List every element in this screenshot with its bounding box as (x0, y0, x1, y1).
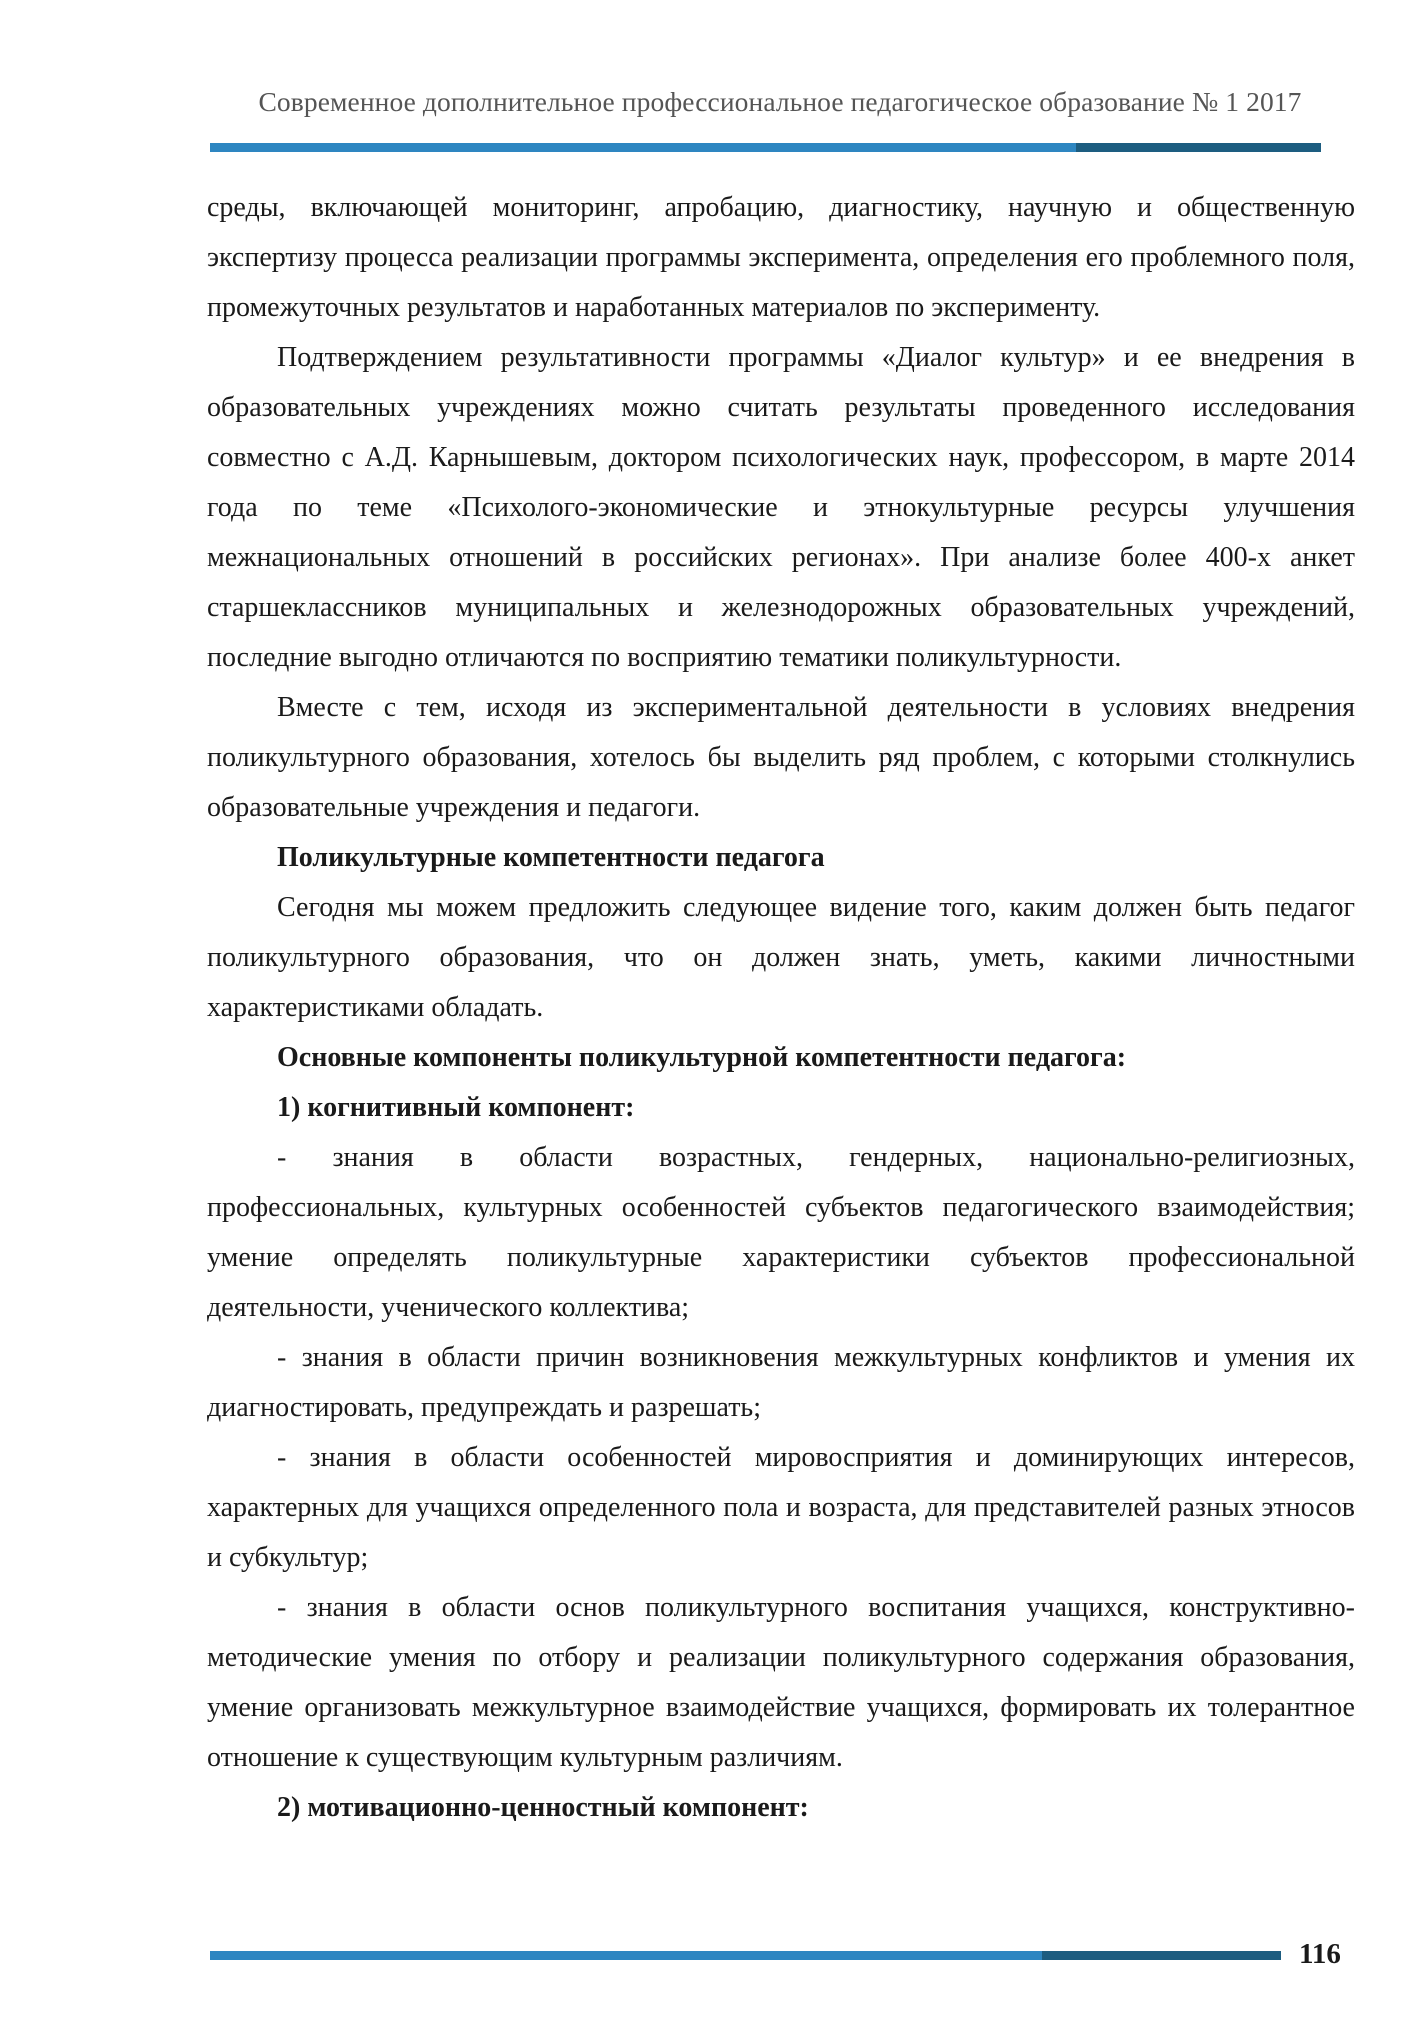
header-rule-dark (1076, 143, 1321, 152)
footer-rule-light (210, 1951, 1042, 1960)
paragraph-teacher-vision: Сегодня мы можем предложить следующее видение того, каким должен быть педагог поликультурного образования, что он должен знать, уметь, какими личностными характеристиками обладать. (207, 892, 1355, 1023)
list-item-knowledge-education: - знания в области основ поликультурного воспитания учащихся, конструктивно-методические умения по отбору и реализации поликультурного содержания образования, умение организовать межкультурное взаимодействие учащихся, формировать их толерантное отношение к существующим культурным различиям. (207, 1592, 1355, 1773)
section-heading-competencies: Поликультурные компетентности педагога (277, 842, 825, 873)
article-body (207, 183, 1355, 1833)
list-item-knowledge-conflicts: - знания в области причин возникновения межкультурных конфликтов и умения их диагностировать, предупреждать и разрешать; (207, 1342, 1355, 1423)
list-item-knowledge-age-gender: - знания в области возрастных, гендерных, национально-религиозных, профессиональных, культурных особенностей субъектов педагогического взаимодействия; умение определять поликультурные характеристики субъектов профессиональной деятельности, ученического коллектива; (207, 1142, 1355, 1323)
page-number: 116 (1299, 1938, 1341, 1970)
paragraph-problems: Вместе с тем, исходя из экспериментальной деятельности в условиях внедрения поликультурного образования, хотелось бы выделить ряд проблем, с которыми столкнулись образовательные учреждения и педагоги. (207, 692, 1355, 823)
running-header: Современное дополнительное профессиональное педагогическое образование № 1 2017 (258, 86, 1302, 117)
list-item-knowledge-worldview: - знания в области особенностей мировосприятия и доминирующих интересов, характерных для учащихся определенного пола и возраста, для представителей разных этносов и субкультур; (207, 1442, 1355, 1573)
paragraph-program-results: Подтверждением результативности программы «Диалог культур» и ее внедрения в образовательных учреждениях можно считать результаты проведенного исследования совместно с А.Д. Карнышевым, доктором психологических наук, профессором, в марте 2014 года по теме «Психолого-экономические и этнокультурные ресурсы улучшения межнациональных отношений в российских регионах». При анализе более 400-х анкет старшеклассников муниципальных и железнодорожных образовательных учреждений, последние выгодно отличаются по восприятию тематики поликультурности. (207, 342, 1355, 673)
footer-rule-dark (1042, 1951, 1281, 1960)
paragraph-continuation: среды, включающей мониторинг, апробацию, диагностику, научную и общественную экспертизу процесса реализации программы эксперимента, определения его проблемного поля, промежуточных результатов и наработанных материалов по эксперименту. (207, 192, 1355, 323)
section-heading-components: Основные компоненты поликультурной компетентности педагога: (277, 1042, 1127, 1073)
header-rule-light (210, 143, 1076, 152)
subheading-cognitive: 1) когнитивный компонент: (277, 1092, 635, 1123)
subheading-motivational: 2) мотивационно-ценностный компонент: (277, 1792, 809, 1823)
